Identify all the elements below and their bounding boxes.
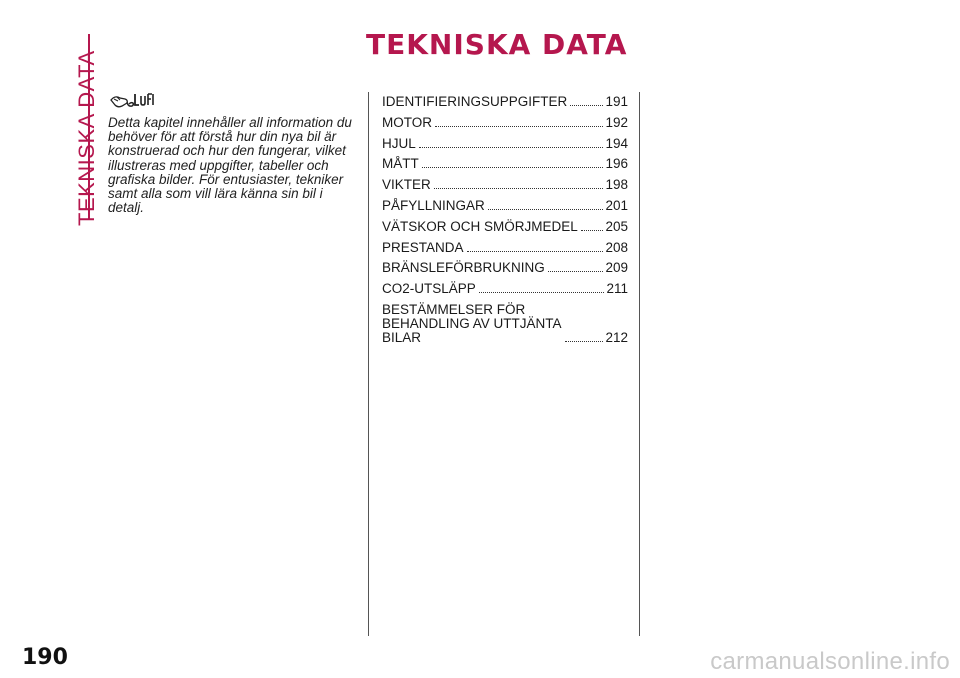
toc-item-title: CO2-UTSLÄPP: [382, 281, 476, 297]
toc-item-title: HJUL: [382, 135, 416, 151]
table-of-contents: [382, 95, 628, 352]
toc-item-title: PRESTANDA: [382, 239, 464, 255]
toc-leader-dots: [434, 188, 604, 189]
toc-leader-dots: [570, 105, 603, 106]
toc-item-title: BESTÄMMELSER FÖR BEHANDLING AV UTTJÄNTA BILAR: [382, 301, 562, 345]
toc-item[interactable]: [382, 157, 628, 171]
toc-item[interactable]: [382, 220, 628, 234]
toc-item[interactable]: [382, 282, 628, 296]
toc-item-title: PÅFYLLNINGAR: [382, 197, 485, 213]
toc-item-title: VÄTSKOR OCH SMÖRJMEDEL: [382, 218, 578, 234]
side-section-tab: [56, 28, 99, 226]
toc-item-title: BRÄNSLEFÖRBRUKNING: [382, 260, 545, 276]
page-number: 190: [22, 645, 68, 670]
toc-item-title: MÅTT: [382, 156, 419, 172]
toc-item[interactable]: [382, 116, 628, 130]
toc-item-page: 211: [606, 281, 628, 297]
toc-item[interactable]: [382, 199, 628, 213]
toc-item-page: 209: [605, 260, 628, 276]
intro-paragraph: Detta kapitel innehåller all information du behöver för att förstå hur din nya bil är konstruerad och hur den fungerar, vilket illustreras med uppgifter, tabeller och grafiska bilder. För entusiaster, tekniker samt alla som vill lära känna sin bil i detalj.: [108, 115, 352, 216]
toc-leader-dots: [479, 292, 605, 293]
toc-leader-dots: [581, 230, 604, 231]
toc-item[interactable]: [382, 137, 628, 151]
toc-item[interactable]: [382, 261, 628, 275]
toc-item-page: 205: [605, 218, 628, 234]
column-divider-right: [639, 92, 640, 636]
toc-leader-dots: [488, 209, 604, 210]
toc-leader-dots: [548, 271, 604, 272]
toc-item[interactable]: [382, 95, 628, 109]
car-manual-icon: [110, 91, 154, 111]
toc-item-page: 208: [605, 239, 628, 255]
toc-item-page: 194: [605, 135, 628, 151]
toc-item-page: 196: [605, 156, 628, 172]
page-title: TEKNISKA DATA: [366, 28, 628, 61]
toc-item-page: 201: [605, 197, 628, 213]
toc-leader-dots: [419, 147, 604, 148]
toc-item-page: 192: [605, 114, 628, 130]
toc-item-title: MOTOR: [382, 114, 432, 130]
toc-item-title: VIKTER: [382, 177, 431, 193]
toc-item-title: IDENTIFIERINGSUPPGIFTER: [382, 94, 568, 109]
toc-item[interactable]: [382, 241, 628, 255]
toc-item-page: 191: [605, 94, 628, 109]
toc-item[interactable]: [382, 178, 628, 192]
watermark: carmanualsonline.info: [710, 648, 950, 675]
toc-item-page: 198: [605, 177, 628, 193]
toc-leader-dots: [467, 251, 604, 252]
column-divider-left: [368, 92, 369, 636]
toc-item[interactable]: [382, 303, 628, 345]
toc-item-page: 212: [605, 329, 628, 345]
toc-leader-dots: [565, 341, 604, 342]
toc-leader-dots: [435, 126, 603, 127]
toc-leader-dots: [422, 167, 604, 168]
side-tab-label: TEKNISKA DATA: [74, 50, 99, 226]
